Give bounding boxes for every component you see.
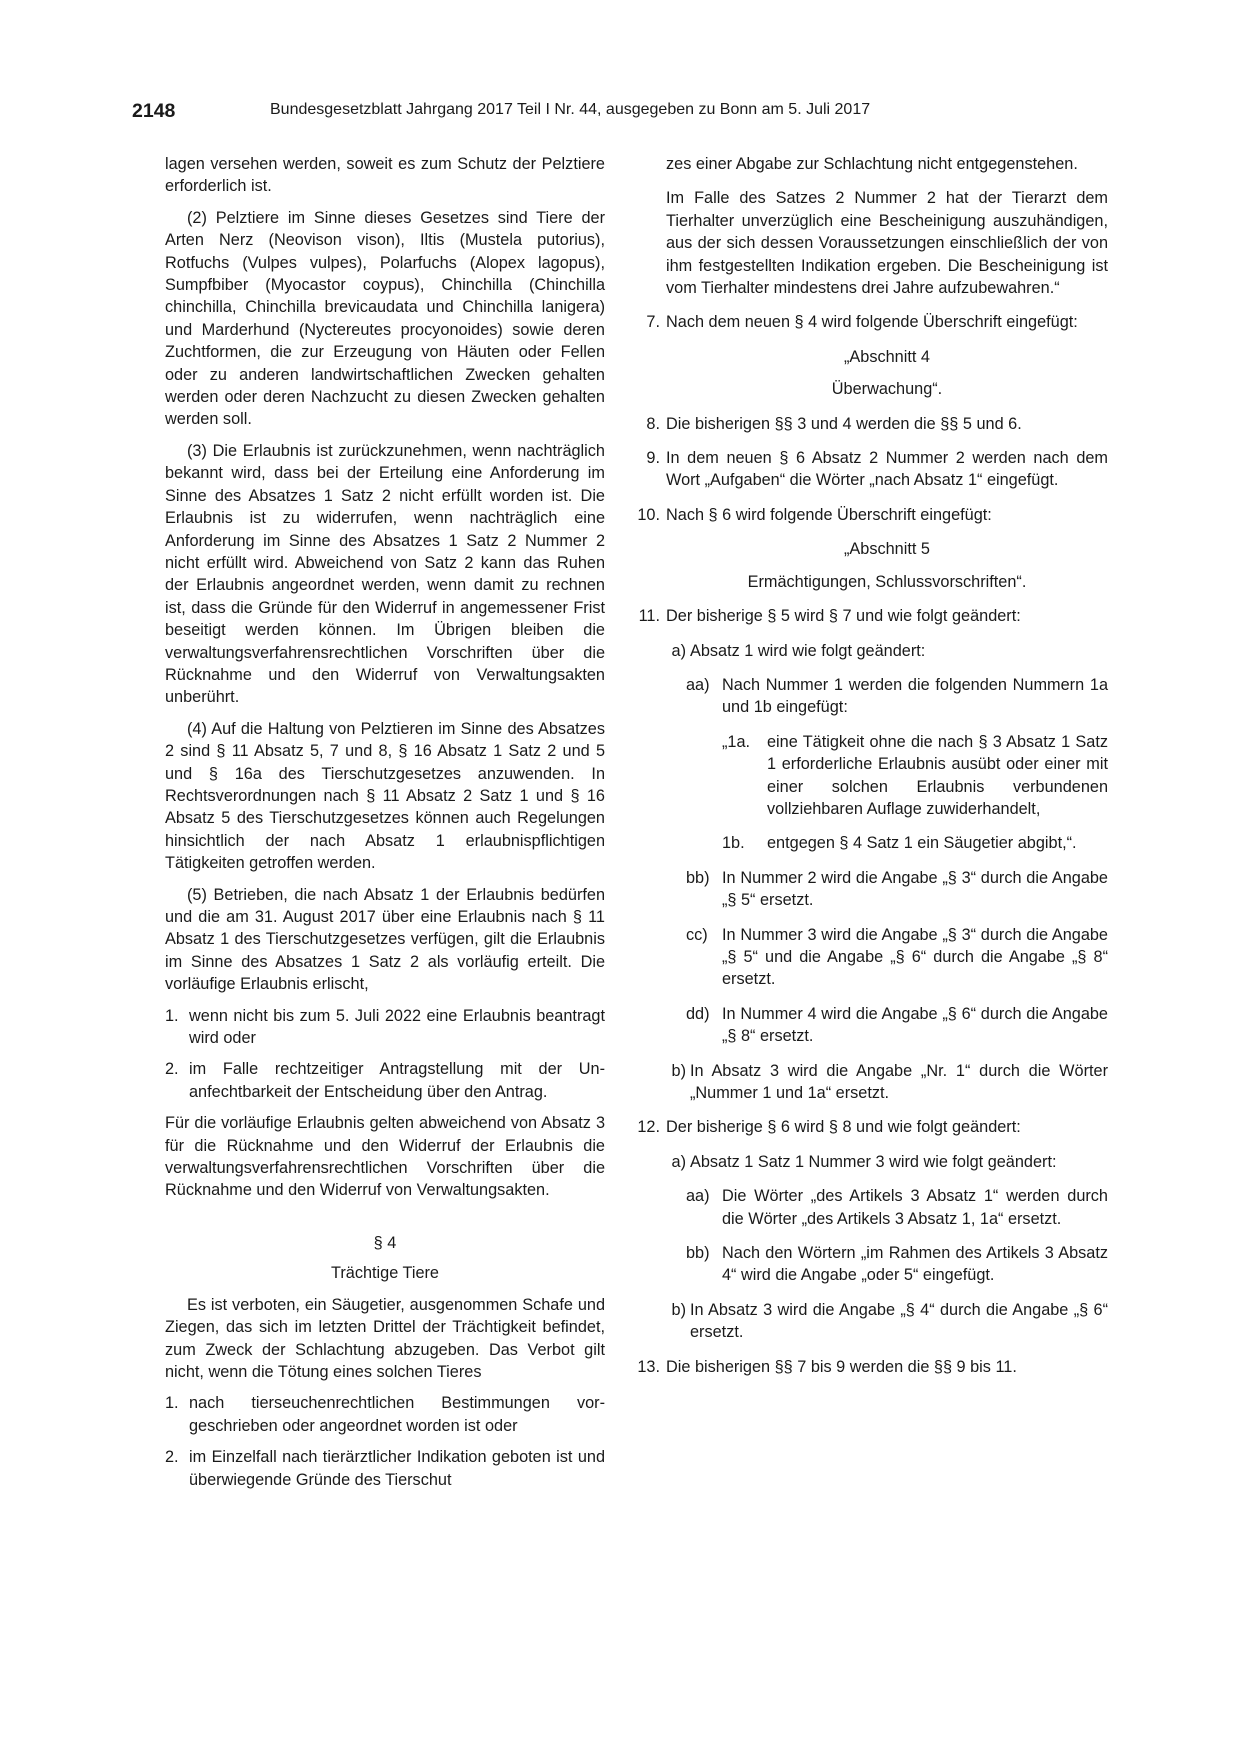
list-item xyxy=(165,1446,605,1491)
paragraph: Für die vorläufige Erlaubnis gelten abweichend von Absatz 3 für die Rücknahme und den Widerruf der Erlaubnis die verwaltungsverfahrensrechtlichen Vorschriften über die Rücknahme und den Widerruf von Verwaltungsakten. xyxy=(165,1114,605,1200)
amendment-subitem xyxy=(632,867,1108,912)
item-text: Absatz 1 wird wie folgt geändert: xyxy=(690,641,926,660)
paragraph: (4) Auf die Haltung von Pelztieren im Sinne des Absatzes 2 sind § 11 Absatz 5, 7 und 8, § 16 Absatz 1 Satz 2 und 5 und § 16a des Tierschutzgesetzes anzuwenden. In Rechtsverordnungen nach § 11 Absatz 2 Satz 1 und § 16 Absatz 5 des Tierschutzgesetzes können auch Regelungen hinsichtlich der nach Absatz 1 erlaubnispflichtigen Tätigkeiten getroffen werden. xyxy=(165,719,605,873)
item-number: bb) xyxy=(686,1244,710,1263)
item-number: aa) xyxy=(686,1187,710,1206)
item-number: 9. xyxy=(646,449,660,468)
item-text: In Nummer 3 wird die Angabe „§ 3“ durch die Angabe „§ 5“ und die Angabe „§ 6“ durch die Angabe „§ 8“ ersetzt. xyxy=(722,925,1108,989)
item-text: Nach dem neuen § 4 wird folgende Überschrift eingefügt: xyxy=(666,313,1078,332)
amendment-subitem xyxy=(632,924,1108,991)
item-text: In Absatz 3 wird die Angabe „§ 4“ durch die Angabe „§ 6“ ersetzt. xyxy=(690,1300,1108,1342)
amendment-subitem xyxy=(632,674,1108,719)
amendment-subitem xyxy=(632,1299,1108,1344)
paragraph: (2) Pelztiere im Sinne dieses Gesetzes sind Tiere der Arten Nerz (Neovison vison), Iltis (Mustela putorius), Rotfuchs (Vulpes vulpes), Polarfuchs (Alopex lagopus), Sumpfbiber (Myocastor coypus), Chinchilla (Chinchilla chinchilla, Chinchilla brevicaudata und Chinchilla lanigera) und Marderhund (Nyctereutes procyonoides) sowie deren Zuchtformen, die zur Erzeugung von Häuten oder Fellen oder zu anderen landwirtschaftlichen Zwecken gehalten werden oder deren Nachzucht zu diesen Zwecken gehalten werden soll. xyxy=(165,208,605,429)
amendment-item xyxy=(632,1116,1108,1138)
item-number: 7. xyxy=(646,313,660,332)
item-text: Die bisherigen §§ 3 und 4 werden die §§ 5 und 6. xyxy=(666,414,1022,433)
item-number: a) xyxy=(671,1152,686,1171)
paragraph: (3) Die Erlaubnis ist zurückzunehmen, wenn nachträglich bekannt wird, dass bei der Erteilung eine Anforderung im Sinne des Absatzes 1 Satz 2 nicht erfüllt worden ist. Die Erlaubnis ist zu widerrufen, wenn nachträglich eine Anforderung im Sinne des Absatzes 1 Satz 2 Nummer 2 nicht erfüllt wird. Abweichend von Satz 2 kann das Ruhen der Erlaubnis angeordnet werden, wenn damit zu rechnen ist, dass die Gründe für den Widerruf in angemessener Frist beseitigt werden können. Im Übrigen bleiben die verwaltungsverfahrensrechtlichen Vorschriften über die Rücknahme und den Widerruf von Verwaltungsakten unberührt. xyxy=(165,441,605,707)
quoted-item xyxy=(632,731,1108,821)
right-column xyxy=(632,153,1108,1378)
item-number: bb) xyxy=(686,868,710,887)
item-number: 12. xyxy=(637,1118,660,1137)
item-number: dd) xyxy=(686,1004,710,1023)
item-number: 13. xyxy=(637,1357,660,1376)
paragraph: (5) Betrieben, die nach Absatz 1 der Erlaubnis bedürfen und die am 31. August 2017 über eine Erlaubnis nach § 11 Absatz 1 des Tierschutzgesetzes verfügen, gilt die Erlaubnis im Sinne des Absatzes 1 Satz 2 als vorläufig erteilt. Die vorläufige Erlaubnis erlischt, xyxy=(165,885,605,994)
list-number: 1. xyxy=(165,1006,179,1025)
list-item xyxy=(165,1058,605,1103)
item-text: eine Tätigkeit ohne die nach § 3 Absatz 1 Satz 1 erforderliche Erlaubnis ausübt oder einer mit einer solchen Erlaubnis verbundenen vollziehbaren Auflage zuwiderhandelt, xyxy=(767,732,1108,818)
heading-abschnitt-5: „Abschnitt 5 xyxy=(844,540,930,559)
amendment-item xyxy=(632,504,1108,526)
item-text: Der bisherige § 6 wird § 8 und wie folgt geändert: xyxy=(666,1118,1021,1137)
paragraph: Im Falle des Satzes 2 Nummer 2 hat der Tierarzt dem Tierhalter unverzüglich eine Bescheinigung auszuhändigen, aus der sich dessen Voraussetzungen einschließlich der von ihm festgestellten Indikation ergeben. Die Bescheinigung ist vom Tierhalter mindestens drei Jahre aufzubewahren.“ xyxy=(666,189,1108,298)
amendment-subitem xyxy=(632,1003,1108,1048)
amendment-subitem xyxy=(632,1060,1108,1105)
item-text: Absatz 1 Satz 1 Nummer 3 wird wie folgt geändert: xyxy=(690,1152,1057,1171)
list-number: 1. xyxy=(165,1394,179,1413)
item-text: In Absatz 3 wird die Angabe „Nr. 1“ durch die Wörter „Nummer 1 und 1a“ ersetzt. xyxy=(690,1061,1108,1102)
list-item xyxy=(165,1005,605,1050)
amendment-item xyxy=(632,311,1108,333)
item-number: „1a. xyxy=(722,732,751,751)
heading-abschnitt-4-title: Überwachung“. xyxy=(831,380,943,399)
heading-abschnitt-4: „Abschnitt 4 xyxy=(844,347,930,366)
item-text: In Nummer 2 wird die Angabe „§ 3“ durch die Angabe „§ 5“ ersetzt. xyxy=(722,868,1108,910)
paragraph: zes einer Abgabe zur Schlachtung nicht entgegenstehen. xyxy=(666,155,1078,173)
item-text: Der bisherige § 5 wird § 7 und wie folgt geändert: xyxy=(666,607,1021,626)
amendment-subitem xyxy=(632,1151,1108,1173)
heading-abschnitt-5-title: Ermächtigungen, Schlussvorschriften“. xyxy=(747,572,1027,591)
list-number: 2. xyxy=(165,1448,179,1467)
list-number: 2. xyxy=(165,1060,179,1079)
item-number: 8. xyxy=(646,414,660,433)
item-text: In Nummer 4 wird die Angabe „§ 6“ durch die Angabe „§ 8“ ersetzt. xyxy=(722,1004,1108,1046)
amendment-item xyxy=(632,605,1108,627)
item-number: aa) xyxy=(686,675,710,694)
item-number: b) xyxy=(671,1300,686,1319)
item-text: entgegen § 4 Satz 1 ein Säugetier abgibt,“. xyxy=(767,834,1077,853)
item-text: Nach den Wörtern „im Rahmen des Artikels 3 Absatz 4“ wird die Angabe „oder 5“ eingefügt. xyxy=(722,1244,1108,1285)
item-number: b) xyxy=(671,1061,686,1080)
quoted-item xyxy=(632,832,1108,854)
item-number: a) xyxy=(671,641,686,660)
paragraph: Es ist verboten, ein Säugetier, ausgenommen Schafe und Ziegen, das sich im letzten Drittel der Trächtigkeit befindet, zum Zweck der Schlachtung abzugeben. Das Verbot gilt nicht, wenn die Tötung eines solchen Tieres xyxy=(165,1295,605,1381)
page-number: 2148 xyxy=(132,100,176,122)
item-text: Nach Nummer 1 werden die folgenden Nummern 1a und 1b eingefügt: xyxy=(722,675,1108,717)
page-header xyxy=(132,100,1107,124)
amendment-item xyxy=(632,413,1108,435)
amendment-item xyxy=(632,447,1108,492)
item-text: Nach § 6 wird folgende Überschrift eingefügt: xyxy=(666,505,992,524)
amendment-subitem xyxy=(632,640,1108,662)
list-text: im Falle rechtzeitiger Antragstellung mit der Unanfechtbarkeit der Entscheidung über den Antrag. xyxy=(189,1060,605,1101)
item-number: 10. xyxy=(637,505,660,524)
list-text: wenn nicht bis zum 5. Juli 2022 eine Erlaubnis beantragt wird oder xyxy=(189,1006,605,1048)
item-number: cc) xyxy=(686,925,708,944)
running-title: Bundesgesetzblatt Jahrgang 2017 Teil I Nr. 44, ausgegeben zu Bonn am 5. Juli 2017 xyxy=(270,101,871,118)
item-text: Die bisherigen §§ 7 bis 9 werden die §§ 9 bis 11. xyxy=(666,1357,1017,1376)
amendment-item xyxy=(632,1356,1108,1378)
item-number: 1b. xyxy=(722,834,745,853)
item-text: In dem neuen § 6 Absatz 2 Nummer 2 werden nach dem Wort „Aufgaben“ die Wörter „nach Absatz 1“ eingefügt. xyxy=(666,449,1108,490)
amendment-subitem xyxy=(632,1185,1108,1230)
amendment-subitem xyxy=(632,1242,1108,1287)
paragraph: lagen versehen werden, soweit es zum Schutz der Pelztiere erforderlich ist. xyxy=(165,155,605,196)
list-item xyxy=(165,1392,605,1437)
item-text: Die Wörter „des Artikels 3 Absatz 1“ werden durch die Wörter „des Artikels 3 Absatz 1, 1a“ ersetzt. xyxy=(722,1187,1108,1228)
list-text: nach tierseuchenrechtlichen Bestimmungen vorgeschrieben oder angeordnet worden ist oder xyxy=(189,1394,605,1435)
item-number: 11. xyxy=(638,607,660,626)
left-column xyxy=(165,153,605,1491)
section-number: § 4 xyxy=(373,1233,397,1252)
list-text: im Einzelfall nach tierärztlicher Indikation geboten ist und überwiegende Gründe des Tierschut xyxy=(189,1448,605,1489)
section-title: Trächtige Tiere xyxy=(331,1264,439,1283)
